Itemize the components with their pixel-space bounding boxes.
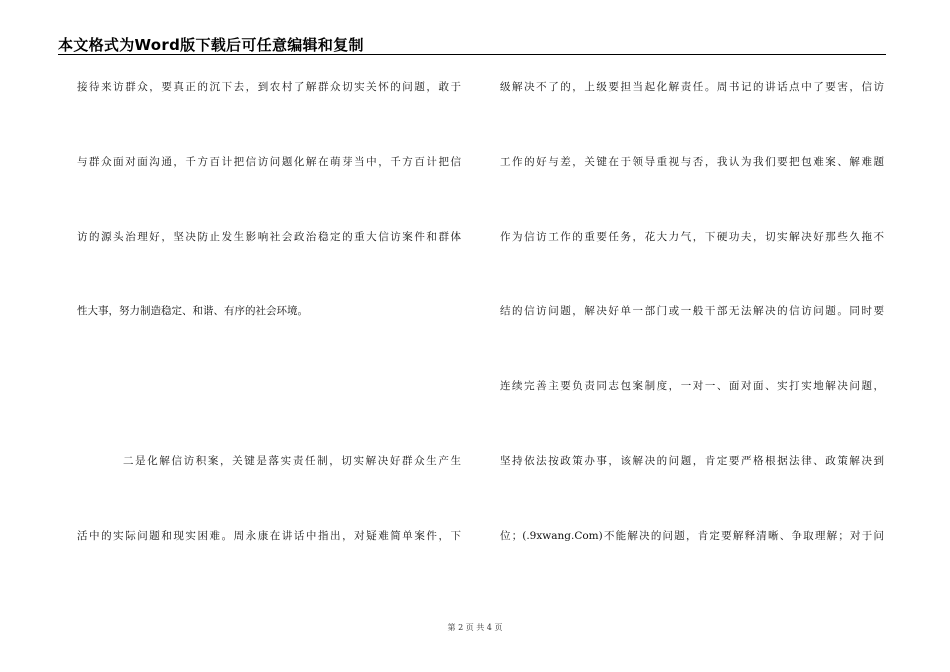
left-line-4: 性大事，努力制造稳定、和谐、有序的社会环境。 bbox=[77, 305, 308, 317]
right-line-2: 工作的好与差，关键在于领导重视与否，我认为我们要把包难案、解难题 bbox=[500, 156, 884, 168]
right-line-3: 作为信访工作的重要任务，花大力气，下硬功夫，切实解决好那些久拖不 bbox=[500, 231, 884, 243]
document-header: 本文格式为Word版下载后可任意编辑和复制 bbox=[58, 36, 364, 54]
left-line-3: 访的源头治理好，坚决防止发生影响社会政治稳定的重大信访案件和群体 bbox=[77, 231, 461, 243]
right-line-7: 位；(.9xwang.Com)不能解决的问题，肯定要解释清晰、争取理解；对于问 bbox=[500, 530, 884, 542]
page-number: 第 2 页 共 4 页 bbox=[447, 623, 503, 632]
right-line-4: 结的信访问题，解决好单一部门或一般干部无法解决的信访问题。同时要 bbox=[500, 305, 884, 317]
right-line-5: 连续完善主要负责同志包案制度，一对一、面对面、实打实地解决问题， bbox=[500, 380, 884, 392]
left-line-6: 活中的实际问题和现实困难。周永康在讲话中指出，对疑难简单案件，下 bbox=[77, 530, 461, 542]
right-line-1: 级解决不了的，上级要担当起化解责任。周书记的讲话点中了要害，信访 bbox=[500, 81, 884, 93]
left-line-2: 与群众面对面沟通，千方百计把信访问题化解在萌芽当中，千方百计把信 bbox=[77, 156, 461, 168]
right-line-6: 坚持依法按政策办事，该解决的问题，肯定要严格根据法律、政策解决到 bbox=[500, 455, 884, 467]
header-divider bbox=[58, 54, 886, 55]
left-line-1: 接待来访群众，要真正的沉下去，到农村了解群众切实关怀的问题，敢于 bbox=[77, 81, 461, 93]
left-line-5: 二是化解信访积案，关键是落实责任制，切实解决好群众生产生 bbox=[123, 455, 461, 467]
